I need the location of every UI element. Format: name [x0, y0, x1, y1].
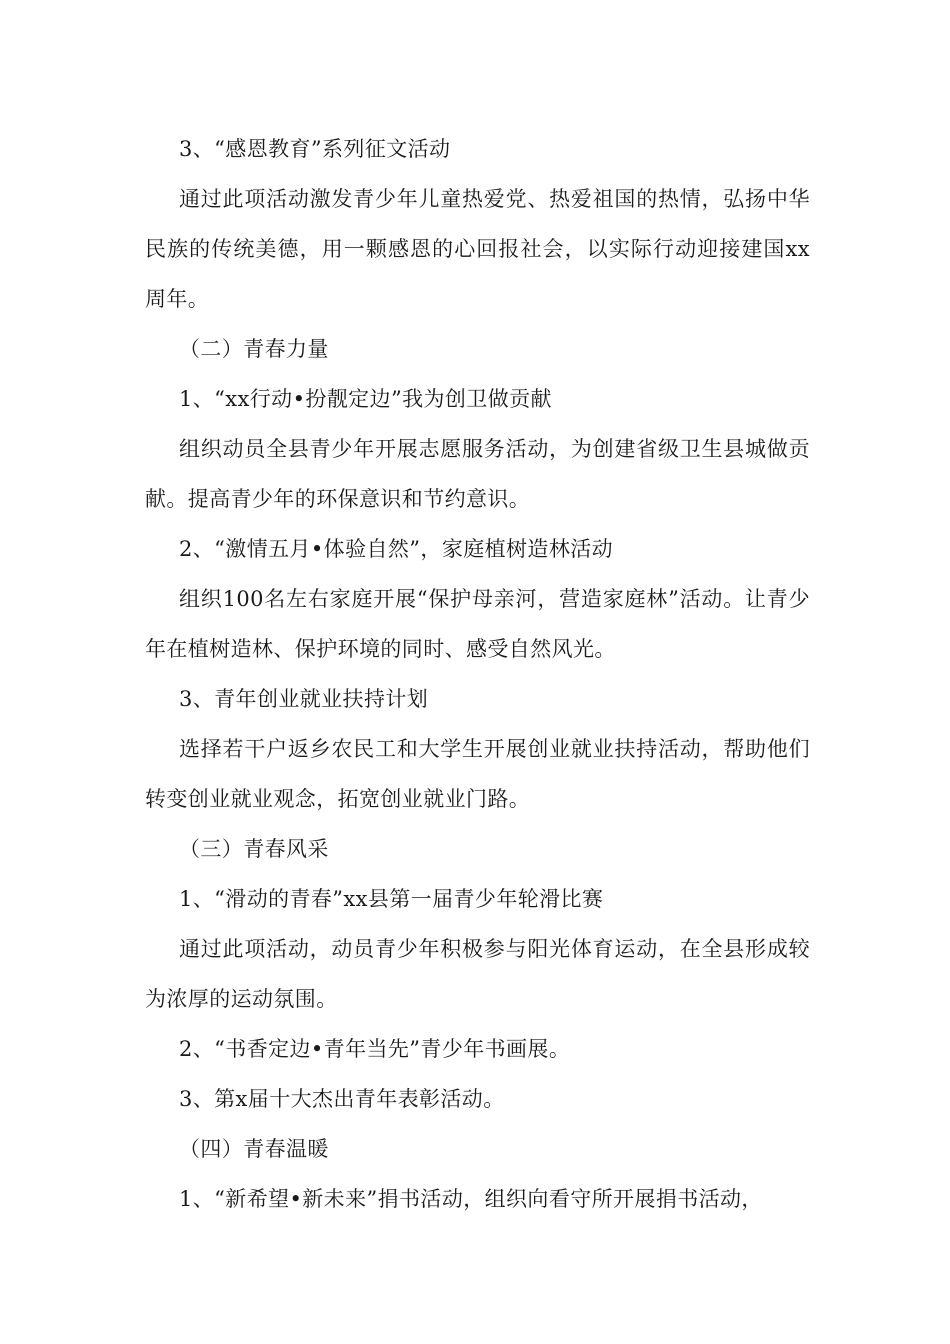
item-heading: 3、“感恩教育”系列征文活动: [179, 137, 451, 161]
section-heading: （三）青春风采: [179, 837, 329, 861]
item-heading: 3、第x届十大杰出青年表彰活动。: [179, 1087, 505, 1111]
body-paragraph: 通过此项活动激发青少年儿童热爱党、热爱祖国的热情，弘扬中华民族的传统美德，用一颗感恩的心回报社会，以实际行动迎接建国xx周年。: [145, 187, 810, 311]
item-heading: 1、“滑动的青春”xx县第一届青少年轮滑比赛: [179, 887, 604, 911]
item-heading: 2、“书香定边•青年当先”青少年书画展。: [179, 1037, 571, 1061]
item-heading: 3、青年创业就业扶持计划: [179, 687, 429, 711]
item-heading: 1、“新希望•新未来”捐书活动，组织向看守所开展捐书活动，: [179, 1187, 763, 1211]
body-paragraph: 组织动员全县青少年开展志愿服务活动，为创建省级卫生县城做贡献。提高青少年的环保意识和节约意识。: [145, 437, 810, 511]
item-heading: 1、“xx行动•扮靓定边”我为创卫做贡献: [179, 387, 552, 411]
section-heading: （二）青春力量: [179, 337, 329, 361]
document-body: [145, 124, 810, 1224]
body-paragraph: 通过此项活动，动员青少年积极参与阳光体育运动，在全县形成较为浓厚的运动氛围。: [145, 937, 810, 1011]
body-paragraph: 选择若干户返乡农民工和大学生开展创业就业扶持活动，帮助他们转变创业就业观念，拓宽创业就业门路。: [145, 737, 810, 811]
item-heading: 2、“激情五月•体验自然”，家庭植树造林活动: [179, 537, 614, 561]
body-paragraph: 组织100名左右家庭开展“保护母亲河，营造家庭林”活动。让青少年在植树造林、保护环境的同时、感受自然风光。: [145, 587, 810, 661]
section-heading: （四）青春温暖: [179, 1137, 329, 1161]
